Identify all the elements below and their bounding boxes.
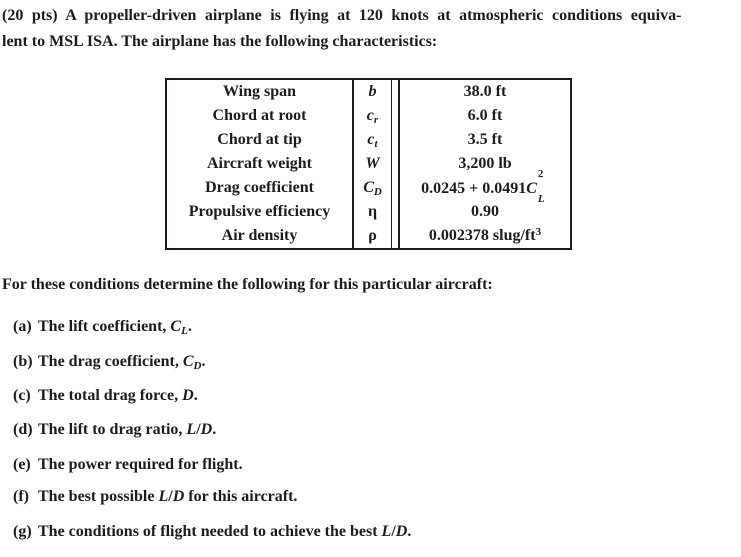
question-item: [13, 456, 243, 474]
item-text: The lift to drag ratio, L/D.: [38, 421, 217, 438]
table-row: [167, 128, 570, 152]
item-text: The power required for flight.: [38, 456, 243, 473]
column-gap: [392, 80, 400, 104]
problem-statement-line-1: (20 pts) A propeller-driven airplane is flying at 120 knots at atmospheric conditions equiva-: [2, 7, 682, 24]
item-label: (f): [13, 488, 29, 505]
row-symbol: b: [354, 80, 392, 104]
column-gap: [392, 224, 400, 248]
row-symbol: η: [354, 200, 392, 224]
item-text: The lift coefficient, $C_L$.: [38, 318, 192, 337]
item-label: (c): [13, 387, 31, 404]
question-item: [13, 488, 297, 506]
item-text: The drag coefficient, $C_D$.: [38, 353, 206, 372]
row-value: 0.90: [471, 203, 499, 220]
questions-intro: For these conditions determine the following for this particular aircraft:: [2, 276, 493, 293]
row-value: 0.002378 slug/$ft^3$: [428, 226, 542, 244]
row-symbol: W: [354, 152, 392, 176]
item-label: (e): [13, 456, 31, 473]
item-text: The total drag force, D.: [38, 387, 198, 404]
table-row: [167, 200, 570, 224]
question-item: [13, 421, 216, 439]
problem-statement-line-2: lent to MSL ISA. The airplane has the following characteristics:: [2, 33, 438, 50]
item-text: The conditions of flight needed to achieve the best L/D.: [38, 523, 412, 540]
item-text: The best possible L/D for this aircraft.: [38, 488, 298, 505]
column-gap: [392, 128, 400, 152]
row-label: Aircraft weight: [167, 152, 354, 176]
row-label: Chord at root: [167, 104, 354, 128]
item-label: (a): [13, 318, 32, 335]
question-item: [13, 523, 411, 541]
row-label: Propulsive efficiency: [167, 200, 354, 224]
row-symbol: $c_r$: [354, 104, 392, 128]
item-label: (b): [13, 353, 33, 370]
question-item: [13, 318, 192, 336]
row-value: 6.0 ft: [467, 107, 503, 124]
column-gap: [392, 152, 400, 176]
row-symbol: $c_t$: [354, 128, 392, 152]
row-label: Wing span: [167, 80, 354, 104]
table-row: [167, 152, 570, 176]
item-label: (g): [13, 523, 32, 540]
column-gap: [392, 104, 400, 128]
question-item: [13, 353, 205, 371]
row-label: Air density: [167, 224, 354, 248]
characteristics-table: [165, 78, 572, 250]
row-value: 3,200 lb: [458, 155, 512, 172]
column-gap: [392, 200, 400, 224]
item-label: (d): [13, 421, 33, 438]
row-value: 3.5 ft: [467, 131, 503, 148]
question-item: [13, 387, 198, 405]
table-row: [167, 80, 570, 104]
column-gap: [392, 176, 400, 200]
row-label: Chord at tip: [167, 128, 354, 152]
row-label: Drag coefficient: [167, 176, 354, 200]
row-value: 0.0245 + 0.0491C 2 L: [421, 167, 545, 205]
row-symbol: $C_D$: [354, 176, 392, 200]
row-symbol: ρ: [354, 224, 392, 248]
table-row: [167, 104, 570, 128]
table-row: [167, 176, 570, 200]
table-row: [167, 224, 570, 248]
row-value: 38.0 ft: [463, 83, 507, 100]
